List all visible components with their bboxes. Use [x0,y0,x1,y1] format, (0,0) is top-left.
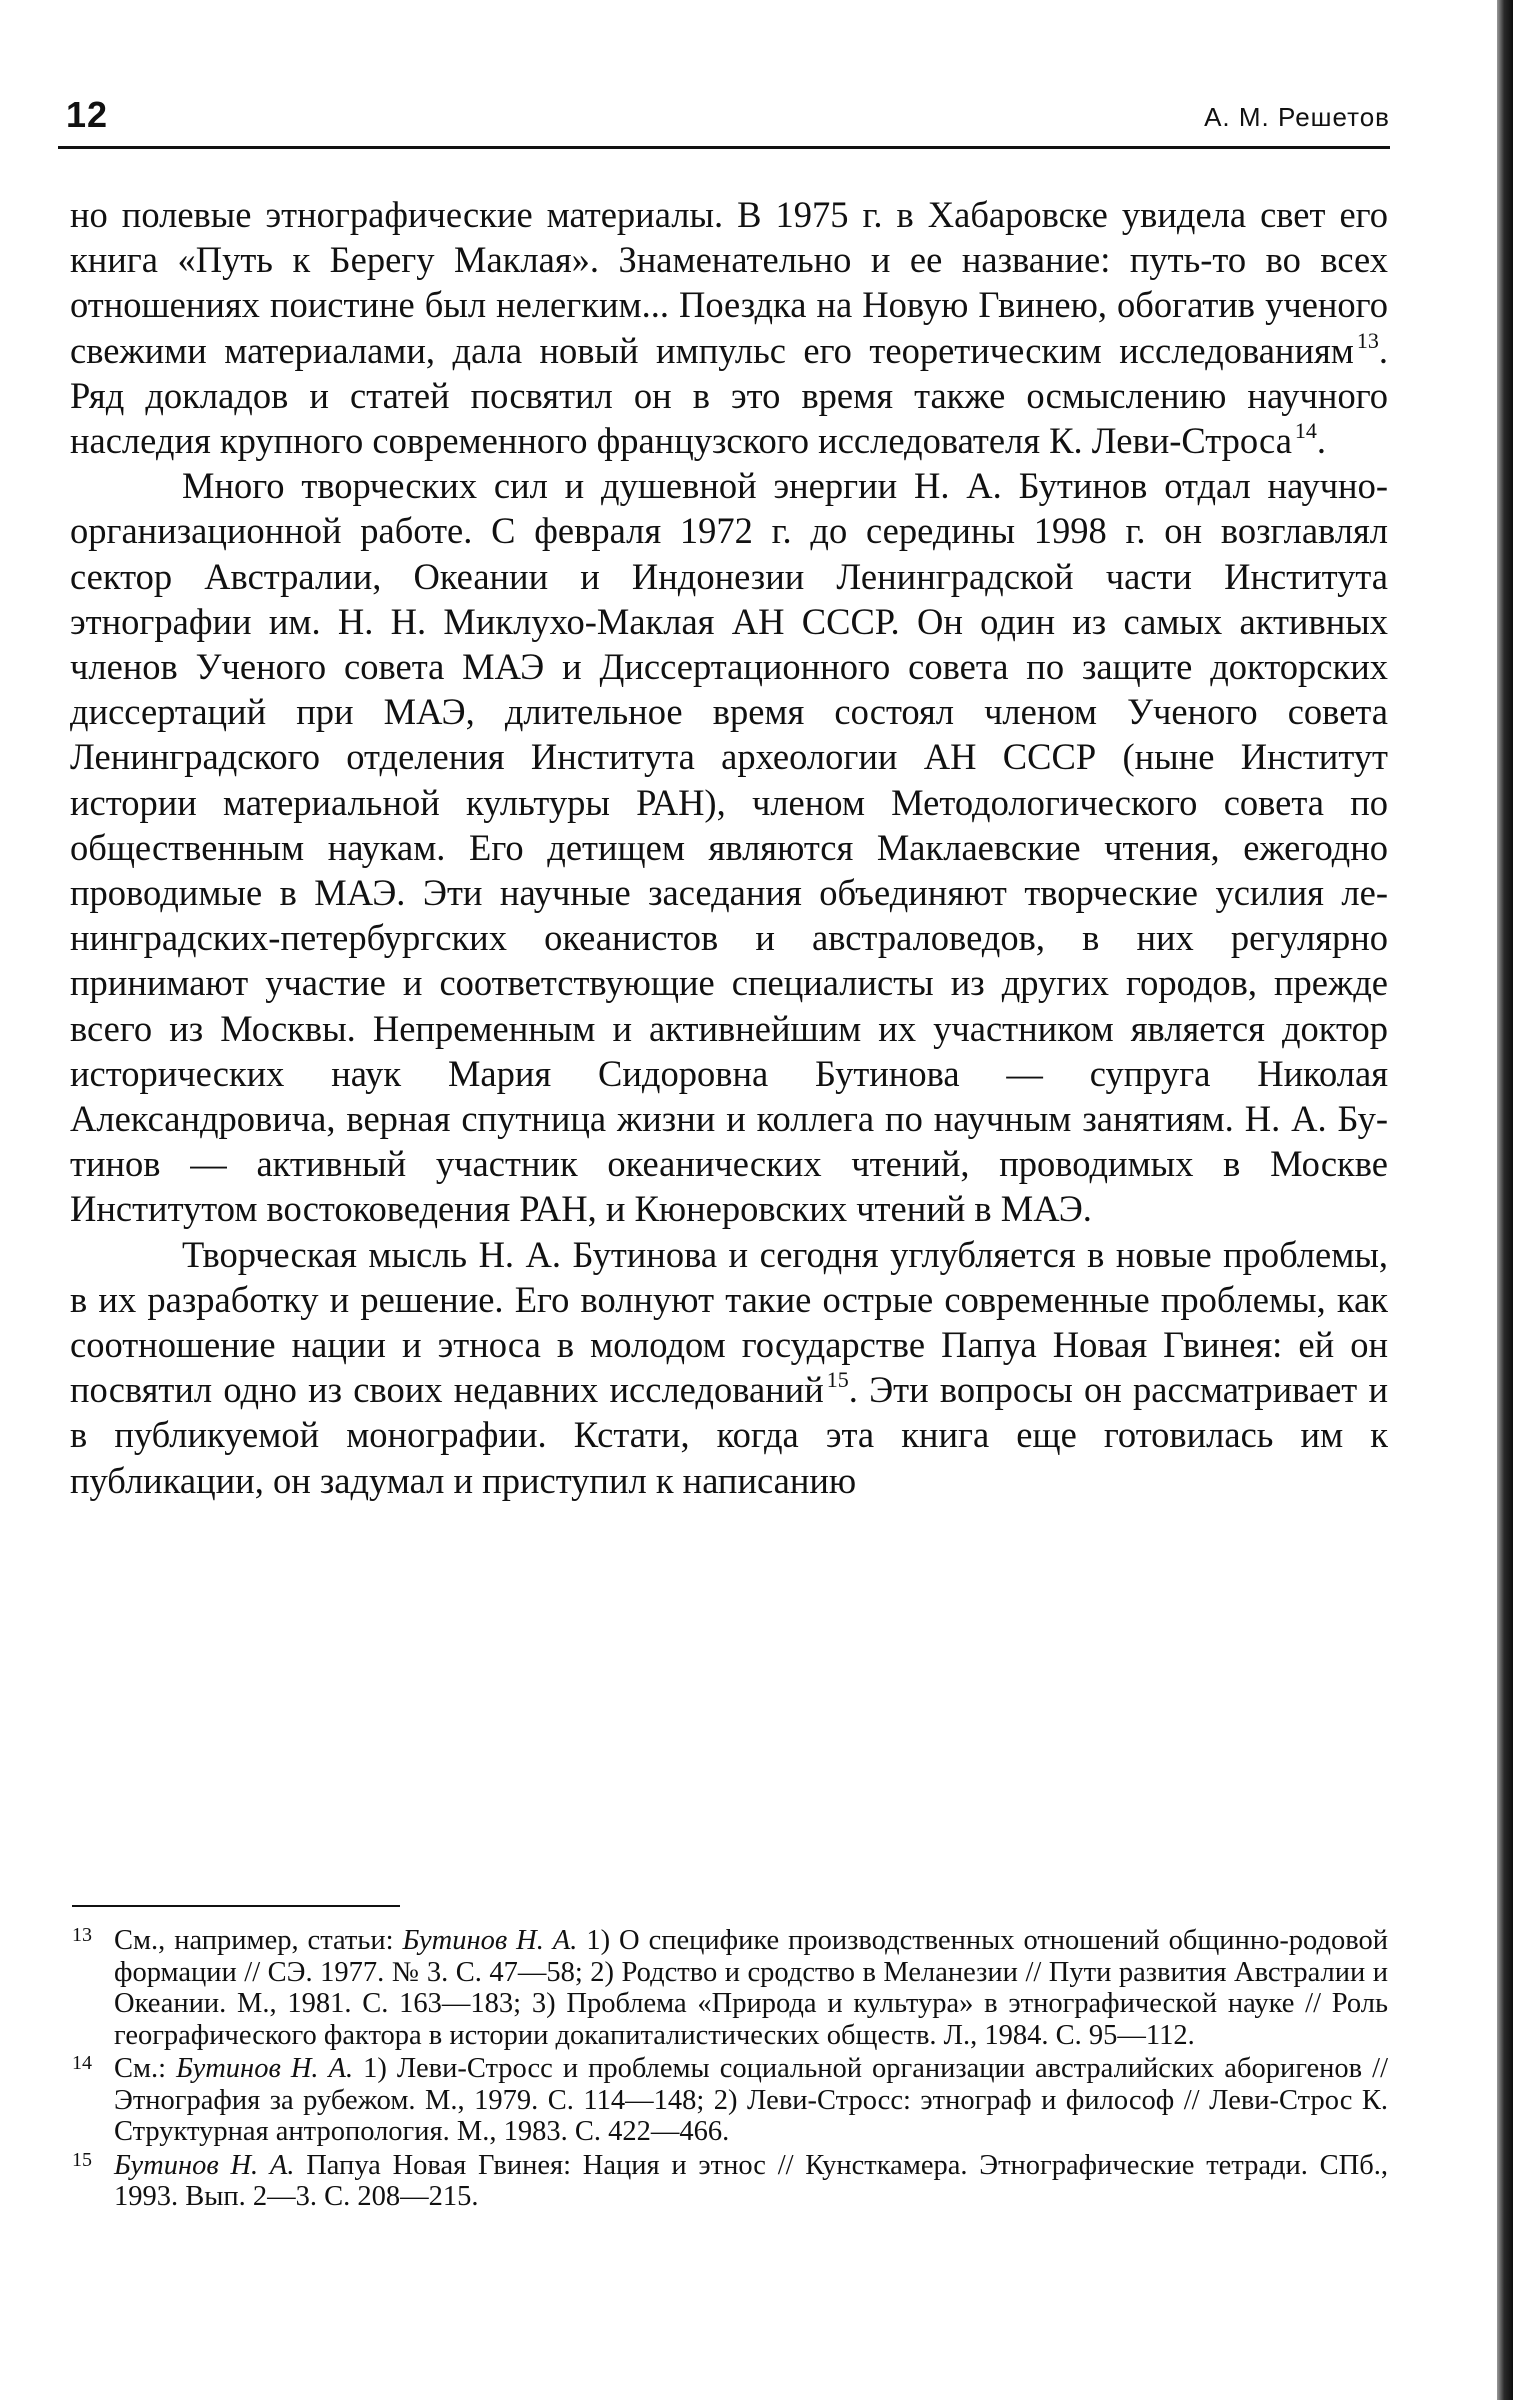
paragraph-3-text-a: Творческая мысль Н. А. Бутинова и сегодня углубляется в новые проблемы, в их разработку и решение. Его волнуют такие острые современные проблемы, как соотношение нации и этноса в молодом государстве Папуа Новая Гвинея: ей он посвятил одно из своих недавних исследований [70,1233,1388,1411]
paragraph-3 [70,1232,1388,1503]
page-number: 12 [66,94,109,135]
footnote-ref-14[interactable]: 14 [1294,418,1317,444]
footnote-ref-13[interactable]: 13 [1356,327,1379,353]
footnote-13 [72,1925,1388,2051]
footnote-prefix: См.: [114,2053,177,2084]
paragraph-1-text-b: . Ряд докладов и статей посвятил он в это время также осмыслению научного наследия крупного современного французского исследователя К. Леви-Строса [70,329,1388,462]
footnote-text: 1) Леви-Стросс и проблемы социальной организации австралийских аборигенов // Этнография за рубежом. М., 1979. С. 114—148; 2) Леви-Стросс: этнограф и философ // Леви-Строс К. Структурная антропология. М., 1983. С. 422—466. [114,2053,1388,2147]
footnote-ref-15[interactable]: 15 [826,1367,849,1393]
paragraph-3-text-b: . Эти вопросы он рассматривает и в публикуемой монографии. Кстати, когда эта книга еще готовилась им к публикации, он задумал и приступил к написанию [70,1369,1388,1501]
paragraph-1-text-a: но полевые этнографические материалы. В 1975 г. в Хабаровске увидела свет его книга «Путь к Берегу Маклая». Знаменательно и ее название: путь-то во всех отношениях поистине был нелегким... Поездка на Новую Гвинею, обогатив ученого свежими материалами, дала новый импульс его теоретическим исследованиям [70,194,1388,371]
paragraph-1-text-c: . [1316,420,1327,462]
paragraph-1 [70,192,1388,463]
footnote-author: Бутинов Н. А. [114,2149,295,2181]
footnote-prefix: См., например, статьи: [114,1925,403,1956]
paragraph-2: Много творческих сил и душевной энергии Н. А. Бутинов отдал научно-организационной работе. С февраля 1972 г. до середины 1998 г. он возглавлял сектор Австралии, Океании и Индонезии Ленинградской части Института этнографии им. Н. Н. Миклухо-Маклая АН СССР. Он один из самых активных членов Ученого совета МАЭ и Диссертационного совета по защите докторских диссертаций при МАЭ, длительное время состоял членом Ученого совета Ленинградского отделения Института археологии АН СССР (ныне Институт истории материальной культуры РАН), членом Методологического совета по общественным наукам. Его детищем являются Маклаевские чтения, ежегодно проводимые в МАЭ. Эти научные заседания объединяют творческие усилия ленинградских-петербургских океанистов и австраловедов, в них регулярно принимают участие и соответствующие специалисты из других городов, прежде всего из Москвы. Непременным и активнейшим их участником является доктор исторических наук Мария Сидоровна Бутинова — супруга Николая Александровича, верная спутница жизни и коллега по научным занятиям. Н. А. Бутинов — активный участник океанических чтений, проводимых в Москве Институтом востоковедения РАН, и Кюнеровских чтений в МАЭ. [70,465,1388,1230]
footnote-separator [72,1905,400,1907]
footnote-15 [72,2150,1388,2213]
footnote-author: Бутинов Н. А. [402,1925,578,1956]
scan-edge-shadow [1497,0,1513,2400]
page-header [58,90,1390,149]
footnote-text: Папуа Новая Гвинея: Нация и этнос // Кунсткамера. Этнографические тетради. СПб., 1993. Вып. 2—3. С. 208—215. [114,2149,1388,2212]
running-head-author: А. М. Решетов [1204,102,1390,132]
footnotes [72,1925,1388,2215]
footnote-author: Бутинов Н. А. [176,2053,354,2084]
main-text [70,192,1388,1503]
footnote-number: 15 [72,2148,92,2171]
footnote-14 [72,2053,1388,2148]
footnote-number: 14 [72,2052,92,2074]
footnote-number: 13 [72,1924,92,1946]
footnote-text: 1) О специфике производственных отношений общинно-родовой формации // СЭ. 1977. № 3. С. 47—58; 2) Родство и сродство в Меланезии // Пути развития Австралии и Океании. М., 1981. С. 163—183; 3) Проблема «Природа и культура» в этнографической науке // Роль географического фактора в истории докапиталистических обществ. Л., 1984. С. 95—112. [114,1925,1389,2051]
